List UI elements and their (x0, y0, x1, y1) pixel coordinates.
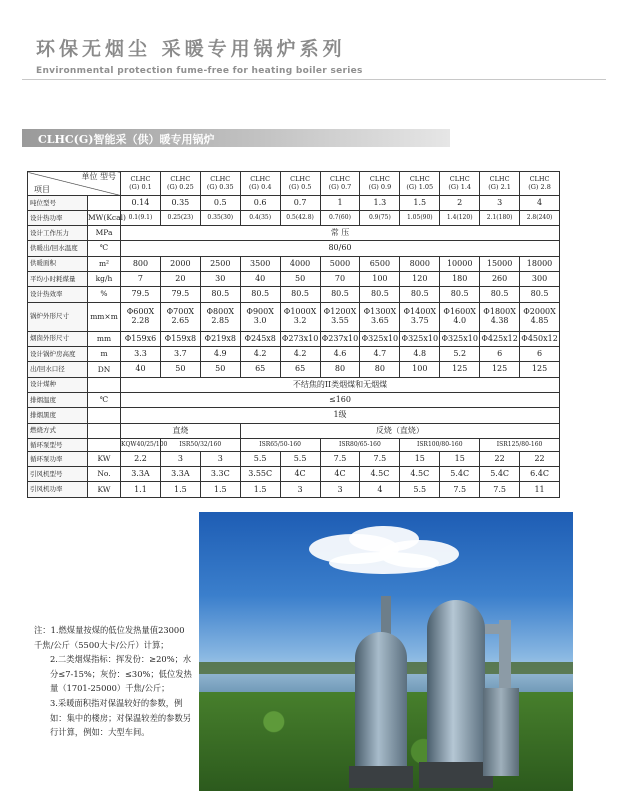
row-value: 4000 (280, 256, 320, 271)
row-value: 50 (160, 362, 200, 377)
row-unit: mm×m (88, 302, 121, 331)
row-value: Φ245x8 (240, 331, 280, 346)
row-value: 8000 (400, 256, 440, 271)
model-header: CLHC (G) 2.8 (520, 172, 560, 196)
row-value: 1.1 (121, 482, 161, 498)
row-unit: ℃ (88, 393, 121, 408)
row-value: Φ450x12 (520, 331, 560, 346)
row-value: 3 (280, 482, 320, 498)
row-label: 循环泵型号 (28, 439, 88, 452)
table-row (28, 331, 560, 346)
row-value: 0.35(30) (200, 211, 240, 226)
row-label: 平均小时耗煤量 (28, 271, 88, 286)
row-value: 4C (320, 467, 360, 482)
row-unit: ℃ (88, 241, 121, 256)
model-header: CLHC (G) 0.25 (160, 172, 200, 196)
row-unit: % (88, 287, 121, 302)
row-label: 引风机型号 (28, 467, 88, 482)
table-row (28, 451, 560, 466)
row-value: 180 (440, 271, 480, 286)
table-row (28, 439, 560, 452)
row-label: 排烟温度 (28, 393, 88, 408)
row-value: 0.35 (160, 196, 200, 211)
model-header: CLHC (G) 0.35 (200, 172, 240, 196)
row-value: 79.5 (121, 287, 161, 302)
row-value: 80 (320, 362, 360, 377)
row-value: 1.5 (200, 482, 240, 498)
table-row (28, 196, 560, 211)
row-value: 0.4(35) (240, 211, 280, 226)
row-value: Φ159x6 (121, 331, 161, 346)
row-label: 供暖面积 (28, 256, 88, 271)
row-value: 7.5 (360, 451, 400, 466)
row-value: 5.4C (480, 467, 520, 482)
row-label: 引风机功率 (28, 482, 88, 498)
row-value: 4.6 (320, 346, 360, 361)
row-value: 125 (480, 362, 520, 377)
row-unit (88, 196, 121, 211)
row-value: Φ325x10 (360, 331, 400, 346)
row-unit (88, 408, 121, 423)
row-value: Φ800X 2.85 (200, 302, 240, 331)
row-value: 1 (320, 196, 360, 211)
cloud (329, 552, 439, 574)
row-value: 1.5 (240, 482, 280, 498)
row-value: 2.2 (121, 451, 161, 466)
row-value: ISR65/50-160 (240, 439, 320, 452)
boiler-large (427, 600, 485, 780)
row-value: Φ1800X 4.38 (480, 302, 520, 331)
row-value: 反烧（直烧） (240, 423, 559, 438)
row-value: 80.5 (480, 287, 520, 302)
row-value: Φ325x10 (400, 331, 440, 346)
row-value: 15 (400, 451, 440, 466)
row-value: 5.5 (280, 451, 320, 466)
row-value: 80.5 (360, 287, 400, 302)
row-value: 2.1(180) (480, 211, 520, 226)
page-subtitle: Environmental protection fume-free for heating boiler series (36, 66, 363, 76)
section-title: CLHC(G)智能采（供）暖专用锅炉 (38, 133, 215, 146)
row-label: 设计煤种 (28, 377, 88, 392)
row-span-value: 不结焦的II类烟煤和无烟煤 (121, 377, 560, 392)
row-value: 4.5C (400, 467, 440, 482)
spec-table (27, 171, 560, 498)
row-value: 3 (480, 196, 520, 211)
row-span-value: 80/60 (121, 241, 560, 256)
row-value: Φ600X 2.28 (121, 302, 161, 331)
model-header: CLHC (G) 2.1 (480, 172, 520, 196)
row-value: Φ425x12 (480, 331, 520, 346)
row-value: 10000 (440, 256, 480, 271)
row-value: 6 (480, 346, 520, 361)
row-value: 2000 (160, 256, 200, 271)
row-value: 3 (160, 451, 200, 466)
row-value: 80.5 (400, 287, 440, 302)
row-unit: MPa (88, 225, 121, 240)
row-value: 80.5 (200, 287, 240, 302)
row-value: 0.9(75) (360, 211, 400, 226)
row-value: 3.3A (160, 467, 200, 482)
row-value: Φ273x10 (280, 331, 320, 346)
boiler-chimney (499, 620, 511, 694)
row-value: 7.5 (440, 482, 480, 498)
induced-fan (483, 688, 519, 776)
table-row (28, 346, 560, 361)
row-value: 22 (480, 451, 520, 466)
row-value: 4.2 (280, 346, 320, 361)
row-value: 0.1(9.1) (121, 211, 161, 226)
row-span-value: 1级 (121, 408, 560, 423)
row-value: 3500 (240, 256, 280, 271)
row-value: 1.5 (400, 196, 440, 211)
row-value: 80.5 (240, 287, 280, 302)
row-value: 260 (480, 271, 520, 286)
row-value: Φ700X 2.65 (160, 302, 200, 331)
row-value: 1.5 (160, 482, 200, 498)
row-value: ISR80/65-160 (320, 439, 400, 452)
row-value: Φ219x8 (200, 331, 240, 346)
row-value: 80.5 (440, 287, 480, 302)
row-value: 80.5 (280, 287, 320, 302)
row-value: 30 (200, 271, 240, 286)
row-value: 3 (320, 482, 360, 498)
row-value: 5000 (320, 256, 360, 271)
row-value: 3.3A (121, 467, 161, 482)
table-row (28, 467, 560, 482)
row-value: Φ1300X 3.65 (360, 302, 400, 331)
corner-label-bottom: 项目 (34, 184, 50, 194)
model-header: CLHC (G) 0.4 (240, 172, 280, 196)
row-label: 吨位型号 (28, 196, 88, 211)
row-unit: No. (88, 467, 121, 482)
row-value: Φ2000X 4.85 (520, 302, 560, 331)
row-value: 5.2 (440, 346, 480, 361)
boiler-chimney-small (381, 596, 391, 634)
row-value: Φ325x10 (440, 331, 480, 346)
row-value: 80.5 (520, 287, 560, 302)
note-3: 3.采暖面积指对保温较好的参数，例如：集中的楼房；对保温较差的参数另行计算，例如：大型车间。 (50, 697, 192, 738)
row-value: Φ1400X 3.75 (400, 302, 440, 331)
row-label: 供暖出/回水温度 (28, 241, 88, 256)
notes (34, 623, 192, 740)
row-value: KQW40/25/100 (121, 439, 161, 452)
row-value: 3.7 (160, 346, 200, 361)
row-value: 15000 (480, 256, 520, 271)
row-label: 出/回水口径 (28, 362, 88, 377)
row-unit: m² (88, 256, 121, 271)
row-value: 1.05(90) (400, 211, 440, 226)
row-unit: kg/h (88, 271, 121, 286)
row-value: 800 (121, 256, 161, 271)
note-2: 2.二类烟煤指标：挥发份：≥20%；水分≤7-15%；灰份：≤30%；低位发热量（1701-25000）千焦/公斤； (50, 654, 192, 694)
row-value: 22 (520, 451, 560, 466)
corner-label-top: 单位 型号 (81, 172, 116, 181)
row-value: 4.5C (360, 467, 400, 482)
row-label: 设计锅炉房高度 (28, 346, 88, 361)
row-value: 3.3 (121, 346, 161, 361)
row-value: 2500 (200, 256, 240, 271)
row-value: 7.5 (480, 482, 520, 498)
row-value: 50 (280, 271, 320, 286)
row-value: Φ1200X 3.55 (320, 302, 360, 331)
boiler-small (355, 632, 407, 782)
row-label: 燃烧方式 (28, 423, 88, 438)
row-value: Φ237x10 (320, 331, 360, 346)
row-value: 100 (360, 271, 400, 286)
table-row (28, 211, 560, 226)
row-value: 300 (520, 271, 560, 286)
page-title: 环保无烟尘 采暖专用锅炉系列 (36, 38, 346, 60)
row-value: Φ1600X 4.0 (440, 302, 480, 331)
row-value: 0.25(23) (160, 211, 200, 226)
row-value: 4.9 (200, 346, 240, 361)
row-value: ISR50/32/160 (160, 439, 240, 452)
row-value: 3.3C (200, 467, 240, 482)
row-value: 4.2 (240, 346, 280, 361)
table-row (28, 241, 560, 256)
row-value: 0.6 (240, 196, 280, 211)
row-value: 4 (360, 482, 400, 498)
row-value: 80.5 (320, 287, 360, 302)
row-value: ISR100/80-160 (400, 439, 480, 452)
row-value: 0.5(42.8) (280, 211, 320, 226)
row-value: 40 (121, 362, 161, 377)
row-value: 1.4(120) (440, 211, 480, 226)
row-value: 0.5 (200, 196, 240, 211)
row-value: 40 (240, 271, 280, 286)
model-header: CLHC (G) 1.4 (440, 172, 480, 196)
table-row (28, 408, 560, 423)
table-row (28, 225, 560, 240)
table-header-row (28, 172, 560, 196)
row-value: 125 (520, 362, 560, 377)
row-value: 2.8(240) (520, 211, 560, 226)
header-divider (22, 79, 606, 80)
row-label: 循环泵功率 (28, 451, 88, 466)
row-value: 6 (520, 346, 560, 361)
table-row (28, 393, 560, 408)
row-value: 80 (360, 362, 400, 377)
row-unit: KW (88, 451, 121, 466)
table-row (28, 362, 560, 377)
row-value: Φ900X 3.0 (240, 302, 280, 331)
row-unit: MW(Kcal) (88, 211, 121, 226)
row-value: 5.5 (240, 451, 280, 466)
row-value: 18000 (520, 256, 560, 271)
row-value: 6500 (360, 256, 400, 271)
row-value: Φ159x8 (160, 331, 200, 346)
table-row (28, 271, 560, 286)
table-row (28, 377, 560, 392)
row-value: 5.5 (400, 482, 440, 498)
row-value: 20 (160, 271, 200, 286)
table-row (28, 482, 560, 498)
row-value: 6.4C (520, 467, 560, 482)
row-value: 2 (440, 196, 480, 211)
row-value: 5.4C (440, 467, 480, 482)
row-value: 11 (520, 482, 560, 498)
table-row (28, 302, 560, 331)
row-label: 设计热效率 (28, 287, 88, 302)
row-label: 设计热功率 (28, 211, 88, 226)
row-label: 设计工作压力 (28, 225, 88, 240)
row-span-value: ≤160 (121, 393, 560, 408)
row-unit (88, 423, 121, 438)
row-unit: mm (88, 331, 121, 346)
row-value: 0.7(60) (320, 211, 360, 226)
model-header: CLHC (G) 0.9 (360, 172, 400, 196)
model-header: CLHC (G) 0.7 (320, 172, 360, 196)
row-value: 3 (200, 451, 240, 466)
row-value: 15 (440, 451, 480, 466)
model-header: CLHC (G) 0.5 (280, 172, 320, 196)
row-unit (88, 439, 121, 452)
model-header: CLHC (G) 0.1 (121, 172, 161, 196)
row-span-value: 常 压 (121, 225, 560, 240)
row-value: 4.7 (360, 346, 400, 361)
row-unit: m (88, 346, 121, 361)
row-value: 4 (520, 196, 560, 211)
row-unit: DN (88, 362, 121, 377)
row-unit: KW (88, 482, 121, 498)
row-value: 65 (280, 362, 320, 377)
row-value: 50 (200, 362, 240, 377)
row-value: ISR125/80-160 (480, 439, 560, 452)
row-value: 79.5 (160, 287, 200, 302)
row-value: 直烧 (121, 423, 241, 438)
table-row (28, 287, 560, 302)
row-label: 排烟黑度 (28, 408, 88, 423)
row-value: 7 (121, 271, 161, 286)
row-value: 65 (240, 362, 280, 377)
row-value: 4.8 (400, 346, 440, 361)
table-row (28, 256, 560, 271)
row-unit (88, 377, 121, 392)
table-corner-cell (28, 172, 121, 196)
row-value: 70 (320, 271, 360, 286)
row-value: 1.3 (360, 196, 400, 211)
row-value: 100 (400, 362, 440, 377)
row-label: 烟囱外形尺寸 (28, 331, 88, 346)
row-value: 4C (280, 467, 320, 482)
row-value: Φ1000X 3.2 (280, 302, 320, 331)
model-header: CLHC (G) 1.05 (400, 172, 440, 196)
boiler-photo (199, 512, 573, 791)
row-value: 0.14 (121, 196, 161, 211)
row-value: 7.5 (320, 451, 360, 466)
row-label: 锅炉外形尺寸 (28, 302, 88, 331)
row-value: 120 (400, 271, 440, 286)
row-value: 125 (440, 362, 480, 377)
section-bar (22, 129, 450, 147)
note-1: 注：1.燃煤量按煤的低位发热量值23000千焦/公斤（5500大卡/公斤）计算； (34, 625, 185, 650)
table-row (28, 423, 560, 438)
row-value: 0.7 (280, 196, 320, 211)
row-value: 3.55C (240, 467, 280, 482)
